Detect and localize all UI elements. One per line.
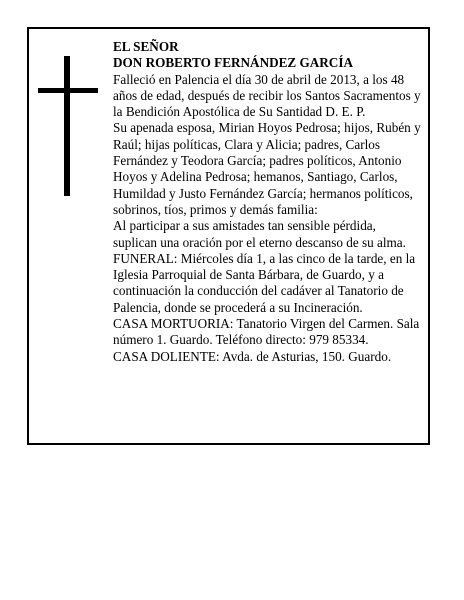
cross-horizontal-bar	[38, 88, 98, 93]
family-home-details: CASA DOLIENTE: Avda. de Asturias, 150. Guardo.	[113, 348, 392, 364]
mortuary-details: CASA MORTUORIA: Tanatorio Virgen del Carmen. Sala número 1. Guardo. Teléfono directo: 979 85334.	[113, 316, 420, 348]
prayer-request: Al participar a sus amistades tan sensible pérdida, suplican una oración por el eterno descanso de su alma.	[113, 218, 406, 250]
obituary-text	[113, 39, 421, 365]
family-list: Su apenada esposa, Mirian Hoyos Pedrosa; hijos, Rubén y Raúl; hijas políticas, Clara y Alicia; padres, Carlos Fernández y Teodora García; padres políticos, Antonio Hoyos y Adelina Pedrosa; hemanos, Santiago, Carlos, Humildad y Justo Fernández García; hermanos políticos, sobrinos, tíos, primos y demás familia:	[113, 120, 421, 217]
title-line-1: EL SEÑOR	[113, 39, 179, 54]
death-announcement: Falleció en Palencia el día 30 de abril de 2013, a los 48 años de edad, después de recibir los Santos Sacramentos y la Bendición Apostólica de Su Santidad D. E. P.	[113, 71, 421, 120]
funeral-details: FUNERAL: Miércoles día 1, a las cinco de la tarde, en la Iglesia Parroquial de Santa Bárbara, de Guardo, y a continuación la conducción del cadáver al Tanatorio de Palencia, donde se procederá a su Incineración.	[113, 250, 416, 315]
cross-vertical-bar	[64, 56, 70, 196]
deceased-name: DON ROBERTO FERNÁNDEZ GARCÍA	[113, 55, 353, 71]
cross-icon	[38, 56, 98, 196]
